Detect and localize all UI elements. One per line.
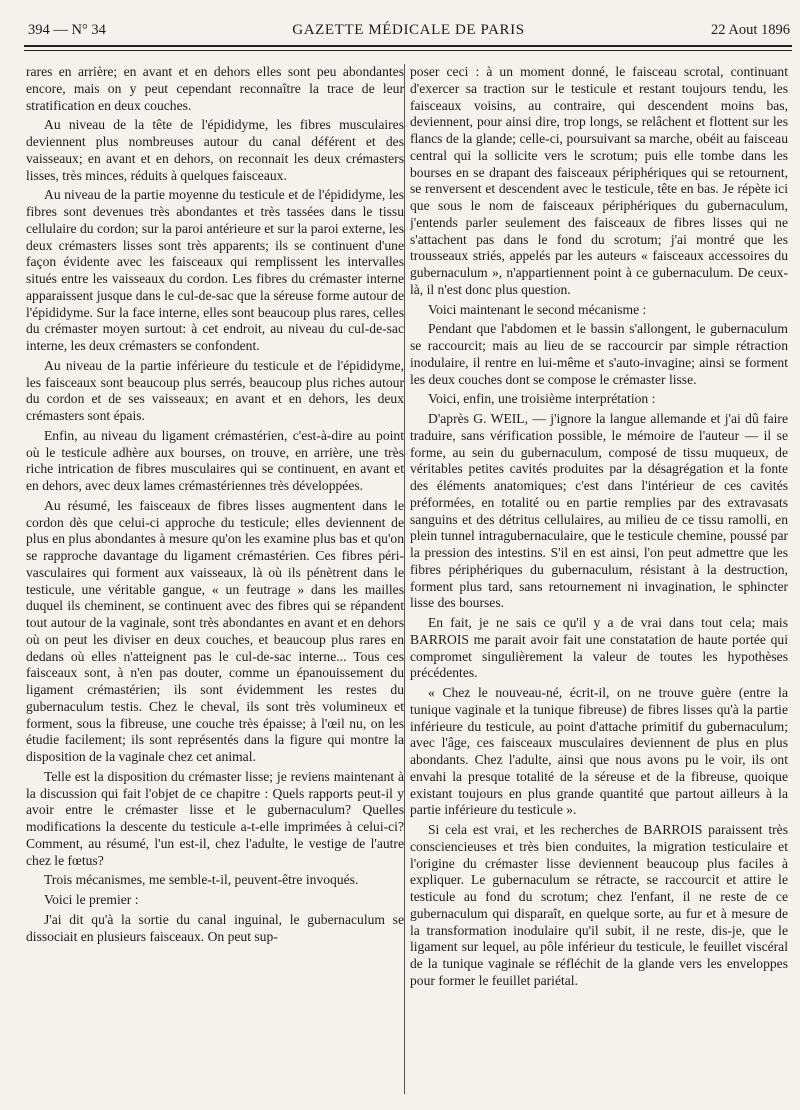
paragraph: Pendant que l'abdomen et le bassin s'allongent, le gubernaculum se raccourcit; mais au lieu de se raccourcir par simple rétraction inodulaire, il rentre en lui-même et s'auto-invagine; ainsi se forment les deux couches dont se compose le crémaster lisse.: [410, 321, 788, 387]
right-column: [410, 64, 788, 1100]
paragraph: Voici, enfin, une troisième interprétation :: [428, 391, 656, 407]
page-number: 394 — N° 34: [28, 21, 106, 38]
paragraph: J'ai dit qu'à la sortie du canal inguinal, le gubernaculum se dissociait en plusieurs faisceaux. On peut sup-: [26, 911, 404, 944]
issue-date: 22 Aout 1896: [711, 21, 790, 38]
paragraph: Trois mécanismes, me semble-t-il, peuvent-être invoqués.: [44, 872, 359, 888]
paragraph: Enfin, au niveau du ligament crémastérien, c'est-à-dire au point où le testicule adhère aux bourses, on trouve, en arrière, une très riche intrication de fibres musculaires qui se continuent, en avant et en dehors, avec deux lames crémastériennes très développées.: [26, 427, 404, 493]
paragraph: « Chez le nouveau-né, écrit-il, on ne trouve guère (entre la tunique vaginale et la tunique fibreuse) de fibres lisses qu'à la partie inférieure du testicule, au point d'attache primitif du gubernaculum; avec l'âge, ces faisceaux musculaires deviennent de plus en plus abondants. Chez l'adulte, ainsi que nous avons pu le voir, ils ont envahi la presque totalité de la séreuse et de la fibreuse, quoique existant toujours en plus grande quantité que partout ailleurs à la partie inférieure du testicule ».: [410, 685, 788, 818]
paragraph: Voici le premier :: [44, 892, 139, 907]
page-header: [28, 18, 790, 42]
paragraph: Au niveau de la tête de l'épididyme, les fibres musculaires deviennent plus nombreuses autour du canal déférent et des vaisseaux; en avant et en dehors, on reconnait les deux crémasters lisses, très minces, réduits à quelques faisceaux.: [26, 117, 404, 183]
paragraph: Au résumé, les faisceaux de fibres lisses augmentent dans le cordon dès que celui-ci approche du testicule; elles deviennent de plus en plus abondantes à mesure qu'on les examine plus bas et qu'on se rapproche davantage du ligament crémastérien. Ces fibres péri-vasculaires qui forment aux vaisseaux, là où ils pénètrent dans le testicule, une véritable gangue, « un feutrage » dans les mailles duquel ils cheminent, se continuent avec des fibres qui se répandent tout autour de la vaginale, sont très abondantes en avant et en dehors où on peut les diviser en deux couches, et beaucoup plus rares en dedans où elles n'atteignent pas le cul-de-sac interne... Tous ces faisceaux sont, à n'en pas douter, comme un épanouissement du ligament crémastérien; ils sont évidemment les restes du gubernaculum testis. Chez le cheval, ils sont très volumineux et forment, sous la fibreuse, une couche très épaisse; à l'œil nu, on les étudie facilement; ils sont représentés dans la figure qui montre la disposition de la vaginale chez cet animal.: [26, 497, 404, 764]
paragraph: Au niveau de la partie moyenne du testicule et de l'épididyme, les fibres sont devenues très abondantes et très tassées dans le tissu cellulaire du cordon; sur la paroi antérieure et sur la paroi externe, les deux crémasters lisses sont très apparents; ils se continuent d'une façon évidente avec les faisceaux qui remplissent les intervalles situés entre les vaisseaux du cordon. Les fibres du crémaster interne apparaissent jusque dans le cul-de-sac que la séreuse forme autour de l'épididyme. Sur la face interne, elles sont beaucoup plus rares, celles du crémaster moyen surtout: à cet endroit, au niveau du cul-de-sac interne, les deux crémasters se confondent.: [26, 187, 404, 353]
header-rule: [24, 45, 792, 47]
paragraph: Voici maintenant le second mécanisme :: [428, 301, 647, 317]
paragraph: Telle est la disposition du crémaster lisse; je reviens maintenant à la discussion qui fait l'objet de ce chapitre : Quels rapports peut-il y avoir entre le crémaster lisse et le gubernaculum? Quelles modifications la descente du testicule a-t-elle imprimées à celui-ci? Comment, au résumé, l'un est-il, chez l'adulte, le vestige de l'autre chez le fœtus?: [26, 768, 404, 868]
journal-title: GAZETTE MÉDICALE DE PARIS: [292, 21, 525, 38]
column-divider: [404, 64, 405, 1094]
paragraph: Si cela est vrai, et les recherches de BARROIS paraissent très consciencieuses et très bien conduites, la migration testiculaire et l'origine du crémaster lisse deviennent beaucoup plus faciles à expliquer. Le gubernaculum se rétracte, se raccourcit et attire le testicule au fond du scrotum; chez l'enfant, il ne reste de ce gubernaculum qui disparaît, en quelque sorte, au fur et à mesure de la transformation inodulaire qu'il subit, il ne reste, dis-je, que le ligament sur lequel, au pôle inférieur du testicule, le feuillet viscéral de la tunique vaginale se réfléchit de la glande vers les enveloppes pour former le feuillet pariétal.: [410, 822, 788, 988]
left-column: [26, 64, 404, 1100]
paragraph: Au niveau de la partie inférieure du testicule et de l'épididyme, les faisceaux sont beaucoup plus serrés, beaucoup plus riches autour du cordon et de ses vaisseaux; en avant et en dehors, les deux crémasters sont épais.: [26, 357, 404, 423]
header-rule-thin: [24, 50, 792, 51]
paragraph: rares en arrière; en avant et en dehors elles sont peu abondantes encore, mais on y peut cependant reconnaître la trace de leur stratification en deux couches.: [26, 64, 404, 113]
paragraph: En fait, je ne sais ce qu'il y a de vrai dans tout cela; mais BARROIS me parait avoir fait une constatation de haute portée qui compromet singulièrement la valeur de toutes les hypothèses précédentes.: [410, 615, 788, 681]
paragraph: D'après G. WEIL, — j'ignore la langue allemande et j'ai dû faire traduire, sans vérification possible, le mémoire de l'auteur — il se forme, au sein du gubernaculum, composé de tissu muqueux, de véritables petites cavités produites par la désagrégation et la fonte des éléments anatomiques; c'est dans l'intérieur de ces cavités préformées, en totalité ou en partie remplies par des extravasats sanguins et des détritus cellulaires, au milieu de ce tissu ramolli, en plein tunnel intragubernaculaire, que le testicule chemine, poussé par la pression des intestins. S'il en est ainsi, l'on peut admettre que les fibres périphériques du gubernaculum, résistant à la destruction, forment plus tard, sans retournement ni invagination, le sphincter lisse des bourses.: [410, 411, 788, 611]
paragraph: poser ceci : à un moment donné, le faisceau scrotal, continuant d'exercer sa traction sur le testicule et restant toujours tendu, les faisceaux voisins, au contraire, qui descendent moins bas, deviennent, pour ainsi dire, trop longs, se relâchent et flottent sur les flancs de la glande; celle-ci, poursuivant sa marche, obéit au faisceau central qui la sollicite vers le scrotum; puis elle tombe dans les bourses en se drapant des faisceaux périphériques qui se retournent, se renversent et descendent avec le testicule, tête en bas. Je répète ici que sous le nom de faisceaux périphériques du gubernaculum, j'entends parler seulement des faisceaux de fibres lisses qui ne s'attachent pas dans le fond du scrotum; j'ai montré que les trousseaux striés, appelés par les auteurs « faisceaux accessoires du gubernaculum », n'appartiennent point à ce gubernaculum. De ceux-là, il n'est donc plus question.: [410, 64, 788, 297]
